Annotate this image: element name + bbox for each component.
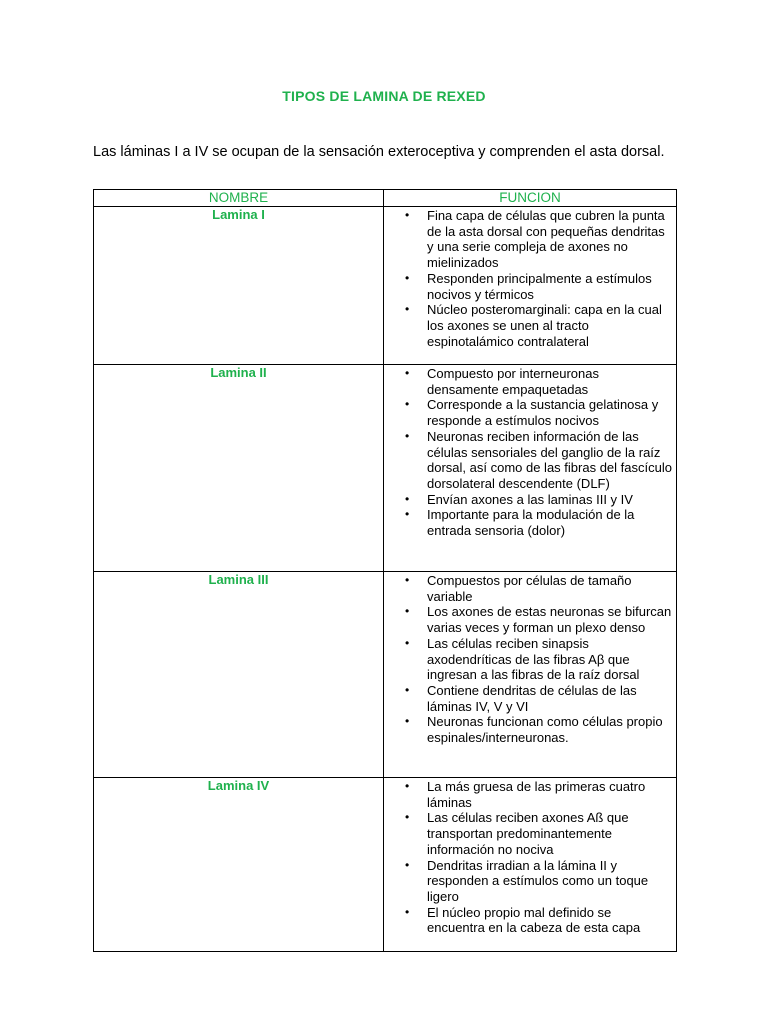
lamina-name: Lamina III	[94, 572, 384, 778]
lamina-functions	[384, 365, 677, 572]
lamina-name: Lamina I	[94, 207, 384, 365]
list-item: • Los axones de estas neuronas se bifurcan varias veces y forman un plexo denso	[384, 604, 672, 635]
list-item: • Responden principalmente a estímulos nocivos y térmicos	[384, 271, 672, 302]
rexed-table	[93, 189, 677, 952]
table-row	[94, 572, 677, 778]
list-item: • Neuronas reciben información de las células sensoriales del ganglio de la raíz dorsal, así como de las fibras del fascículo dorsolateral descendente (DLF)	[384, 429, 672, 492]
list-item: • Las células reciben sinapsis axodendríticas de las fibras Aβ que ingresan a las fibras de la raíz dorsal	[384, 636, 672, 683]
list-item: • Fina capa de células que cubren la punta de la asta dorsal con pequeñas dendritas y una serie compleja de axones no mielinizados	[384, 208, 672, 271]
header-nombre: NOMBRE	[94, 190, 384, 207]
header-funcion: FUNCION	[384, 190, 677, 207]
table-row	[94, 778, 677, 952]
document-title: TIPOS DE LAMINA DE REXED	[282, 88, 486, 104]
list-item: • Dendritas irradian a la lámina II y responden a estímulos como un toque ligero	[384, 858, 672, 905]
list-item: • Importante para la modulación de la entrada sensoria (dolor)	[384, 507, 672, 538]
table-header-row	[94, 190, 677, 207]
lamina-functions	[384, 207, 677, 365]
lamina-name: Lamina IV	[94, 778, 384, 952]
list-item: • Contiene dendritas de células de las láminas IV, V y VI	[384, 683, 672, 714]
list-item: • Compuestos por células de tamaño variable	[384, 573, 672, 604]
lamina-functions	[384, 778, 677, 952]
list-item: • Núcleo posteromarginali: capa en la cual los axones se unen al tracto espinotalámico contralateral	[384, 302, 672, 349]
list-item: • La más gruesa de las primeras cuatro láminas	[384, 779, 672, 810]
list-item: • Neuronas funcionan como células propio espinales/interneuronas.	[384, 714, 672, 745]
lamina-functions	[384, 572, 677, 778]
table-row	[94, 207, 677, 365]
list-item: • El núcleo propio mal definido se encuentra en la cabeza de esta capa	[384, 905, 672, 936]
list-item: • Corresponde a la sustancia gelatinosa y responde a estímulos nocivos	[384, 397, 672, 428]
lamina-name: Lamina II	[94, 365, 384, 572]
table-row	[94, 365, 677, 572]
list-item: • Compuesto por interneuronas densamente empaquetadas	[384, 366, 672, 397]
intro-paragraph: Las láminas I a IV se ocupan de la sensación exteroceptiva y comprenden el asta dorsal.	[93, 144, 665, 160]
list-item: • Envían axones a las laminas III y IV	[384, 492, 672, 508]
list-item: • Las células reciben axones Aß que transportan predominantemente información no nociva	[384, 810, 672, 857]
